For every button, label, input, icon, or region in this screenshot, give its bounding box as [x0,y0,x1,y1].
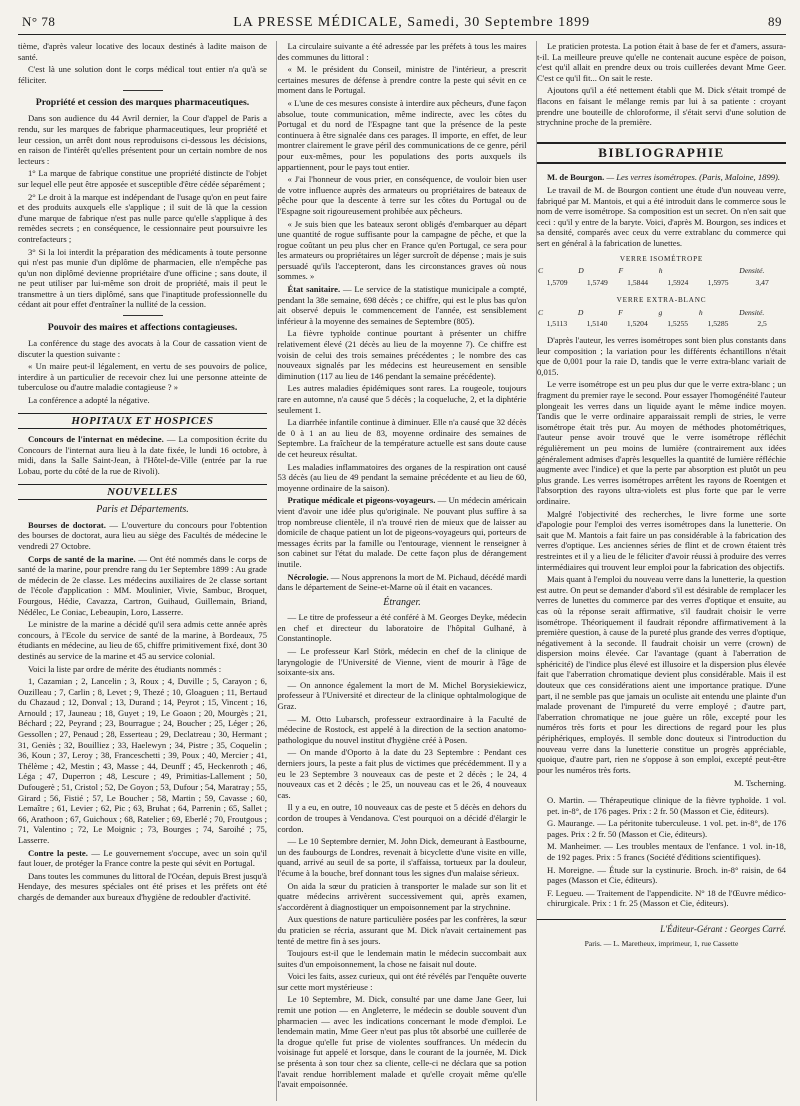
paragraph: La conférence du stage des avocats à la Cour de cassation vient de discuter la question suivante : [18,338,267,359]
paragraph-text: — La composition écrite du Concours de l'internat aura lieu à la date fixée, le lundi 16 octobre, à midi, dans la Salle Saint-Jean, à l'Hôtel-de-Ville (entrée par la rue Lobau, porte du côté de la rue de Rivoli). [18,434,267,476]
paragraph: Le travail de M. de Bourgon contient une étude d'un nouveau verre, fabriqué par M. Mantois, et qui a été introduit dans le commerce sous le nom de verre isométrope. Sa composition est un secret. On n'en sait que ceci : qu'il y entre de la baryte. Voici, d'après M. Bourgon, ses indices et sa densité, comparés avec ceux du verre extrablanc du commerce qui sert en général à la fabrication de lunettes. [537,184,786,248]
table-cell: 1,5285 [707,319,729,329]
run-in-heading: Corps de santé de la marine. [28,553,136,564]
table-cell: 1,5140 [586,319,608,329]
column-1 [18,41,267,1092]
glass-table-extra-blanc [537,293,786,331]
table-cell: 1,5749 [586,277,608,287]
book-title: — Les verres isométropes. (Paris, Maloine, 1899). [604,172,781,183]
paragraph: « M. le président du Conseil, ministre de l'intérieur, a prescrit certaines mesures de défense à prendre contre la peste qui sévit en ce moment dans le Portugal. [277,64,527,96]
table-header [698,266,738,277]
table-cell: 1,5924 [667,277,689,287]
paragraph-text: — Le gouvernement s'occupe, avec un soin qu'il faut louer, de protéger la France contre la peste qui sévit en Portugal. [18,847,267,869]
bibliography-entry: H. Moreigne. — Étude sur la cystinurie. Broch. in-8° raisin, de 64 pages (Masson et Cie, éditeurs). [547,864,786,886]
table-cell: 1,5255 [667,319,689,329]
table-header: C [538,307,544,317]
table-header-row [537,266,786,277]
paragraph [18,848,267,869]
section-heading: Pouvoir des maires et affections contagieuses. [47,322,238,334]
paragraph: Les maladies inflammatoires des organes de la respiration ont causé 53 décès (au lieu de 49 pendant la semaine précédente et au lieu de 60, moyenne ordinaire de la saison). [277,461,527,493]
paragraph: Les autres maladies épidémiques sont rares. La rougeole, toujours rare en automne, n'a causé que 5 décès ; la coqueluche, 2, et la diphtérie seulement 1. [277,383,527,415]
paragraph: « Un maire peut-il légalement, en vertu de ses pouvoirs de police, interdire à un particulier de recevoir chez lui une personne atteinte de tuberculose ou d'autre maladie contagieuse ? » [18,361,267,393]
printer-line: Paris. — L. Maretheux, imprimeur, 1, rue Cassette [584,938,739,948]
paragraph: Le verre isométrope est un peu plus dur que le verre extra-blanc ; un fragment du premier raye le second. Pour essayer l'homogénéité l'auteur plongeait les verres dans un liquide ayant le même indice moyen. Tandis que le verre ordinaire apparaissait rempli de stries, le verre isométrope était très pur. Au moyen de méthodes photométriques, l'auteur pense avoir trouvé que le verre isométrope réfléchit régulièrement un peu moins de lumière (contrairement aux idées généralement admises d'après lesquelles la quantité de lumière réfléchie augmente avec l'indice) et que la perte par absorption est plutôt un peu plus grande. Les verres isométropes arrêtent les rayons de Roentgen et l'absorption des rayons ultra-violets est plus forte que par le verre ordinaire. [537,379,786,506]
journal-title [233,15,590,31]
paragraph [537,172,786,183]
paragraph: 1° La marque de fabrique constitue une propriété distincte de l'objet sur lequel elle peut être apposée et susceptible d'être cédée séparément ; [18,168,267,189]
separator [123,90,163,91]
paragraph [18,554,267,618]
paragraph: C'est là une solution dont le corps médical tout entier n'a qu'à se féliciter. [18,64,267,85]
paragraph: Dans toutes les communes du littoral de l'Océan, depuis Brest jusqu'à Hendaye, des mesures spéciales ont été prises et les préfets ont été chargés de demander aux bureaux d'hygiène de redoubler d'activité. [18,870,267,902]
bibliography-entry: O. Martin. — Thérapeutique clinique de la fièvre typhoïde. 1 vol. pet. in-8°, de 176 pages. Prix : 2 fr. 50 (Masson et Cie, éditeurs). [547,795,786,816]
paragraph-text: — Nous apprenons la mort de M. Pichaud, décédé mardi dans le département de Seine-et-Marne où il était en vacances. [277,571,527,593]
page-number: 89 [767,14,782,29]
paragraph: La conférence a adopté la négative. [28,395,150,406]
paragraph [18,520,267,552]
separator [123,315,163,316]
table-header: C [538,266,544,276]
column-divider [536,41,537,1101]
column-divider [276,41,277,1101]
paragraph: La circulaire suivante a été adressée par les préfets à tous les maires des communes du littoral : [277,41,527,62]
table-header: D [578,266,584,276]
subsection-heading: Étranger. [383,596,421,608]
paragraph [278,495,527,569]
journal-page [18,14,786,1092]
table-header: g [658,307,663,317]
paragraph: Ajoutons qu'il a été nettement établi que M. Dick s'était trompé de flacons en faisant le mélange remis par lui à sa patiente : croyant prendre une bouteille de chloroforme, il s'était servi d'une solution de strychnine proche de la première. [537,85,786,128]
paragraph: « Je suis bien que les bateaux seront obligés d'embarquer au départ une quantité de rogue suffisante pour la campagne de pêche, et que la rogue coûtant un peu plus cher en France qu'en Portugal, ce sera pour les armateurs ou propriétaires un léger surcroît de dépense ; mais je suis persuadé qu'ils l'accepteront, dans les circonstances graves où nous sommes. » [277,218,527,282]
paragraph: — On mande d'Oporto à la date du 23 Septembre : Pendant ces derniers jours, la peste a fait plus de victimes que précédemment. Il y a eu le 23 Septembre 3 nouveaux cas de peste et 2 décès ; le 24, 4 nouveaux cas et 2 décès ; le 25, un nouveau cas et le 26, 4 nouveaux cas. [277,747,527,800]
paragraph: On aida la sœur du praticien à transporter le malade sur son lit et quatre médecins arrivèrent successivement qui, après examen, s'accordèrent à diagnostiquer un empoisonnement par la strychnine. [277,880,527,912]
run-in-heading: M. de Bourgon. [547,172,605,183]
paragraph: Le 10 Septembre, M. Dick, consulté par une dame Jane Geer, lui remit une potion — en Angleterre, le médecin se double souvent d'un pharmacien — avec les indications concernant le mode d'emploi. Le lendemain matin, Mme Geer n'eut pas plus tôt absorbé une cuillerée de la drogue qu'elle fut prise de violentes souffrances. Un médecin du voisinage fut appelé et lorsque, dans le courant de la journée, M. Dick se présenta à son tour chez sa cliente, celle-ci ne déclara que sa potion l'avait rendue horriblement malade et qu'elle croyait même qu'elle l'avait empoisonnée. [277,994,527,1090]
issue-number: N° 78 [22,14,56,29]
journal-date: , Samedi, 30 Septembre 1899 [398,15,591,30]
paragraph: « L'une de ces mesures consiste à interdire aux pêcheurs, d'une façon absolue, toute communication, même indirecte, avec les côtes du Portugal et du nord de l'Espagne tant que la présence de la peste continuera à être signalée dans ces parages. Il importe, en effet, de leur montrer clairement le grave péril des communications de ce genre, péril pour eux-mêmes, pour les populations des ports auxquels ils appartiennent, pour le pays tout entier. [277,97,527,172]
paragraph-text: — Ont été nommés dans le corps de santé de la marine, pour prendre rang du 1er Septembre 1899 : Au grade de médecin de 2e classe. Les médecins auxiliaires de 2e classe sortant de l'école d'application : MM. Moulinier, Vivie, Sambuc, Broquet, Fourgous, Hédie, Cavazza, Cartron, Guihaud, Guillemain, Briand, Nédélec, Le Coniac, Lebeaupin, Loro, Lasserre. [18,553,267,617]
paragraph-text: — Le service de la statistique municipale a compté, pendant la 38e semaine, 698 décès ; ce chiffre, qui est le plus bas qu'on ait observé depuis le commencement de l'année, est sensiblement inférieur à la moyenne des semaines de Septembre (805). [277,284,527,326]
paragraph: La fièvre typhoïde continue pourtant à présenter un chiffre relativement élevé (21 décès au lieu de la moyenne 7). Ce chiffre est voisin de celui des trois semaines précédentes ; le nombre des cas nouveaux signalés par les médecins est heureusement en sensible diminution (117 au lieu de 146 pendant la semaine précédente). [277,328,527,381]
paragraph-text: — Un médecin américain vient d'avoir une idée plus qu'originale. Ne pouvant plus suffire à sa trop nombreuse clientèle, il n'a trouvé rien de mieux que de laisser au domicile de chaque patient un lot de pigeons-voyageurs qui, porteurs de messages écrits par la famille ou l'entourage, viennent le renseigner à son cabinet sur l'état du malade. De cette façon plus de dérangement inutile. [277,495,527,569]
table-caption: VERRE EXTRA-BLANC [616,296,707,305]
paragraph: Toujours est-il que le lendemain matin le médecin succombait aux suites d'un empoisonnement, la chose ne faisait nul doute. [277,948,527,969]
subsection-heading: Paris et Départements. [96,504,189,516]
section-banner: HOPITAUX ET HOSPICES [18,413,267,430]
column-3 [537,41,786,1092]
section-banner: BIBLIOGRAPHIE [537,142,786,165]
paragraph: 3° Si la loi interdit la préparation des médicaments à toute personne qui n'est pas munie d'un diplôme de pharmacien, elle n'empêche pas qu'un non diplômé devienne propriétaire d'une officine ; sans doute, il ne peut utiliser par lui-même son droit de propriété, mais il peut le transmettre à un tiers diplômé, sans que l'inaptitude professionnelle du cédant ait pour effet d'entraîner la nullité de la cession. [18,246,267,310]
paragraph: 2° Le droit à la marque est indépendant de l'usage qu'on en peut faire et des produits auxquels elle s'applique ; il suit de là que la cession d'une marque de fabrique n'est pas nulle parce qu'elle s'applique à des remèdes secrets ; en conséquence, le cessionnaire peut poursuivre les contrefacteurs ; [18,191,267,244]
paragraph: tième, d'après valeur locative des locaux destinés à ladite maison de santé. [18,41,267,62]
table-caption: VERRE ISOMÉTROPE [619,254,704,263]
paragraph: — Le professeur Karl Störk, médecin en chef de la clinique de laryngologie de l'Université de Vienne, vient de mourir à l'âge de soixante-six ans. [277,646,527,678]
table-cell: 1,5709 [546,277,568,287]
table-cell: 3,47 [755,277,769,287]
paragraph: Voici les faits, assez curieux, qui ont été révélés par l'enquête ouverte sur cette mort mystérieuse : [277,971,527,992]
paragraph: « J'ai l'honneur de vous prier, en conséquence, de vouloir bien user de votre influence auprès des armateurs ou propriétaires de bateaux de pêche pour que la descente à terre sur les côtes du Portugal ou de l'Espagne soit rigoureusement prohibée aux pêcheurs. [277,174,527,216]
paragraph: D'après l'auteur, les verres isométropes sont bien plus constants dans leur composition ; la variation pour les différents échantillons n'était que de 0,001 pour la raie D, tandis que le verre extra-blanc variait de 0,015. [537,335,786,377]
column-2 [278,41,527,1092]
paragraph: Le ministre de la marine a décidé qu'il sera admis cette année après concours, à l'Ecole du service de santé de la marine, à Bordeaux, 75 étudiants en médecine, au lieu de 65, chiffre primitivement fixé, dont 30 destinés au service de la marine et 45 au service colonial. [18,619,267,661]
columns [18,41,786,1092]
paragraph: — Le 10 Septembre dernier, M. John Dick, demeurant à Eastbourne, un des faubourgs de Londres, revenait à bicyclette d'une visite en ville, quand, arrivé au seuil de sa porte, il s'affaissa, tortueux par la douleur, l'écume à la bouche, bref donnant tous les signes d'un malaise sérieux. [277,836,527,878]
run-in-heading: Contre la peste. [28,847,88,858]
table-header: F [618,266,624,276]
paragraph: 1, Cazamian ; 2, Lancelin ; 3, Roux ; 4, Duville ; 5, Carayon ; 6, Ouzilleau ; 7, Carlin ; 8, Levet ; 9, Thezé ; 10, Gloaguen ; 11, Bertaud du Chazaud ; 12, Donval ; 13, Durand ; 14, Peyrot ; 15, Vincent ; 16, Arnould ; 17, Jauneau ; 18, Guyet ; 19, Le Goaon ; 20, Mourgès ; 21, Béchard ; 22, Peyrand ; 23, Bourrague ; 24, Boucher ; 25, Léger ; 26, Gessollen ; 27, Penaud ; 28, Esserteau ; 29, Declatreau ; 30, Hermant ; 31, Geniès ; 32, Bouilliez ; 33, Haelewyn ; 34, Pistre ; 35, Coquelin ; 36, Koun ; 37, Leroy ; 38, Franceschetti ; 39, Poux ; 40, Mercier ; 41, Thélème ; 42, Mestin ; 43, Masse ; 44, Deunff ; 45, Heckenroth ; 46, Léga ; 47, Duperron ; 48, Lescure ; 49, Primitias-Lallement ; 50, Dufougerè ; 51, Cristol ; 52, De Goyon ; 53, Dufour ; 54, Maratray ; 55, Girard ; 56, Fistié ; 57, Le Boucher ; 58, Martin ; 59, Cavasse ; 60, Lemaître ; 61, Levier ; 62, Pic ; 63, Bruhat ; 64, Parrenin ; 65, Sallet ; 66, Arathoon ; 67, Guichoux ; 68, Ratelier ; 69, Eberlé ; 70, Froutgous ; 71, Valentino ; 72, Le Moignic ; 73, Bourges ; 74, Saroihé ; 75, Lasserre. [18,676,267,845]
section-banner: NOUVELLES [18,484,267,501]
bibliography-entry: F. Legueu. — Traitement de l'appendicite. N° 18 de l'Œuvre médico-chirurgicale. Prix : 1 fr. 25 (Masson et Cie, éditeurs). [547,887,786,909]
paragraph [18,434,267,476]
table-cell: 2,5 [757,319,767,329]
paragraph [278,284,527,326]
run-in-heading: État sanitaire. [287,284,341,295]
table-header-row [537,308,786,319]
bibliography-entry: G. Maurange. — La péritonite tuberculeuse. 1 vol. pet. in-8°, de 176 pages. Prix : 2 fr. 50 (Masson et Cie, éditeurs). [547,818,786,839]
paragraph: Aux questions de nature particulière posées par les confrères, la sœur du praticien se récria, assurant que M. Dick n'avait certainement pas tenté de mettre fin à ses jours. [277,914,527,946]
paragraph: Dans son audience du 44 Avril dernier, la Cour d'appel de Paris a rendu, sur les marques de fabrique pharmaceutiques, leur propriété et leur cession, un arrêt dont nous reproduisons ci-dessous les décisions, en raison de l'intérêt qu'elles présentent pour un certain nombre de nos lecteurs : [18,113,267,166]
paragraph: — M. Otto Lubarsch, professeur extraordinaire à la Faculté de médecine de Rostock, est appelé à la direction de la section anatomo-pathologique du nouvel institut d'hygiène créé à Posen. [277,713,527,745]
run-in-heading: Nécrologie. [287,571,329,582]
author-signature: M. Tscherning. [734,778,786,789]
paragraph: — On annonce également la mort de M. Michel Borysiekiewicz, professeur à l'Université et directeur de la clinique ophtalmologique de Graz. [277,679,527,712]
paragraph: Voici la liste par ordre de mérite des étudiants nommés : [28,663,222,674]
page-header [18,14,786,35]
paragraph-text: — L'ouverture du concours pour l'obtention des bourses de doctorat, aura lieu au siège des Facultés de médecine le vendredi 27 Octobre. [18,519,268,551]
table-header: Densité. [739,307,765,317]
table-cell: 1,5844 [627,277,649,287]
table-cell: 1,5975 [707,277,729,287]
table-header: D [577,307,584,317]
run-in-heading: Bourses de doctorat. [28,519,106,530]
paragraph [278,572,527,593]
paragraph: Malgré l'objectivité des recherches, le livre forme une sorte d'apologie pour l'emploi des verres isométropes dans la lunetterie. On sait que M. Mantois a fait faire un pas considérable à la fabrication des verres d'optique. Les anciennes séries de flint et de crown étaient très restreintes et il y a lieu de le féliciter d'avoir réussi à produire des verres intermédiaires qui trouvent leur emploi pour la fabrication des objectifs. [537,508,786,572]
table-row [537,318,786,331]
paragraph: Il y a eu, en outre, 10 nouveaux cas de peste et 5 décès en dehors du cordon de troupes à Vendanova. C'est pourquoi on a décidé d'élargir le cordon. [277,802,527,834]
paragraph: — Le titre de professeur a été conféré à M. Georges Deyke, médecin en chef et directeur du laboratoire de l'hôpital Gulhané, à Constantinople. [277,612,527,644]
bibliography-entry: M. Manheimer. — Les troubles mentaux de l'enfance. 1 vol. in-18, de 192 pages. Prix : 5 francs (Société d'éditions scientifiques). [547,841,786,862]
table-row [537,277,786,290]
run-in-heading: Pratique médicale et pigeons-voyageurs. [287,495,436,506]
table-header: h [658,266,663,276]
paragraph: Mais quant à l'emploi du nouveau verre dans la lunetterie, la question est autre. On peut se demander d'abord s'il est désirable de remplacer les verres de lunettes du commerce par des verres d'optique et ensuite, au cas où la réponse serait affirmative, s'il faudrait choisir le verre isométrope. Théoriquement il faudrait répondre affirmativement à la première question, à cause de la pureté plus grande des verres d'optique, négativement à la seconde. Il faudrait choisir un verre (crown) de dispersion moins élevée. Car l'avantage (quant à l'aberration de sphéricité) de l'indice plus élevé est illusoire et la dispersion plus élevée fait que l'aberration chromatique devient plus considérable. Mais il est douteux que ces considérations aient une importance pratique. D'une part, il ne semble pas que jamais un oculiste ait entendu une plainte d'un malade provenant de l'impureté du verre employé ; d'autre part, l'aberration chromatique ne joue guère un rôle, excepté pour les numéros très forts et pour les directions de regard pour les plus périphériques, employés. Il semble donc douteux si l'introduction du nouveau verre dans la lunetterie constitue un progrès appréciable, quoique, d'autre part, rien ne s'oppose à son emploi, excepté peut-être pour les numéros très forts. [537,574,786,775]
table-header: Densité. [739,266,765,276]
journal-name: LA PRESSE MÉDICALE [233,15,399,30]
table-cell: 1,5204 [626,319,648,329]
paragraph: Le praticien protesta. La potion était à base de fer et d'amers, assura-t-il. La meilleure preuve qu'elle ne contenait aucune espèce de poison, c'est qu'il allait en prendre deux ou trois cuillerées devant Mme Geer. C'est ce qu'il fit... On sait le reste. [537,41,786,83]
paragraph: La diarrhée infantile continue à diminuer. Elle n'a causé que 32 décès de 0 à 1 an au lieu de 83, moyenne ordinaire des semaines de Septembre. La fraîcheur de la température actuelle est sans doute cause de cet heureux résultat. [277,417,527,459]
table-cell: 1,5113 [546,319,568,329]
glass-table-isometrope [537,252,786,290]
table-header: F [618,307,623,317]
table-header: h [698,307,703,317]
section-heading: Propriété et cession des marques pharmaceutiques. [35,97,250,109]
editor-line: L'Éditeur-Gérant : Georges Carré. [537,919,786,935]
run-in-heading: Concours de l'internat en médecine. [28,434,164,445]
